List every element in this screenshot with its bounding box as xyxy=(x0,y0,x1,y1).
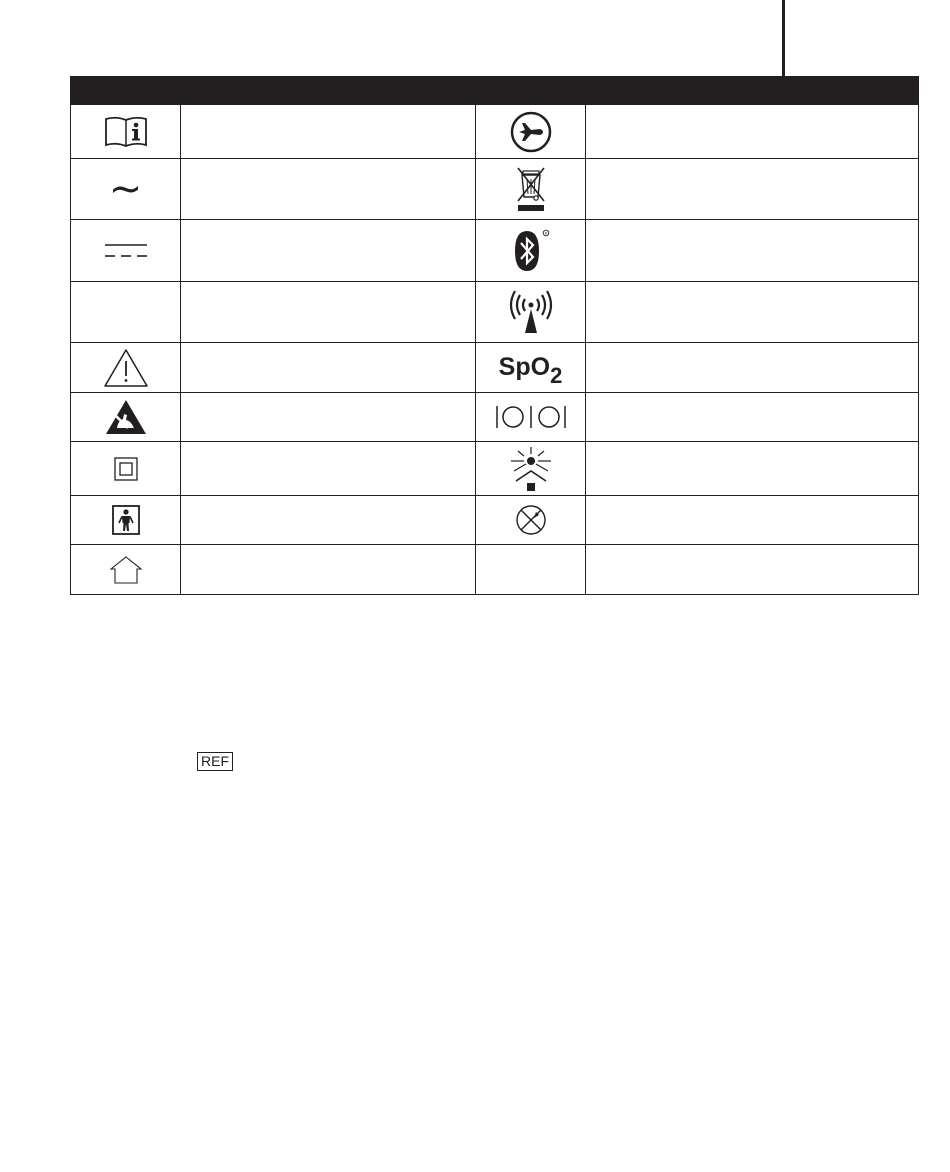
symbol-cell xyxy=(476,442,586,496)
no-repair-service-icon xyxy=(514,503,548,537)
instructions-manual-icon xyxy=(103,115,149,149)
header-cell xyxy=(476,77,586,105)
class-ii-equipment-icon xyxy=(113,456,139,482)
symbol-description xyxy=(181,393,476,442)
alternating-current-icon: ~ xyxy=(108,166,143,212)
symbol-cell xyxy=(71,343,181,393)
symbol-cell xyxy=(476,545,586,595)
symbol-description xyxy=(586,105,919,159)
symbol-description xyxy=(586,159,919,220)
symbol-description xyxy=(181,159,476,220)
table-row xyxy=(71,442,919,496)
symbol-description xyxy=(586,282,919,343)
table-row xyxy=(71,159,919,220)
symbol-cell xyxy=(476,220,586,282)
direct-current-icon xyxy=(103,241,149,261)
symbol-cell xyxy=(476,105,586,159)
symbol-description xyxy=(181,220,476,282)
table-row xyxy=(71,343,919,393)
symbol-cell xyxy=(476,393,586,442)
airplane-prohibited-icon xyxy=(509,110,553,154)
symbol-cell xyxy=(71,282,181,343)
header-cell xyxy=(181,77,476,105)
table-row xyxy=(71,220,919,282)
ref-symbol: REF xyxy=(197,752,233,771)
table-header xyxy=(71,77,919,105)
symbol-cell xyxy=(476,496,586,545)
non-ionizing-radiation-icon xyxy=(506,288,556,336)
spo2-label: SpO xyxy=(498,353,551,381)
symbols-table xyxy=(70,76,919,595)
weee-disposal-icon xyxy=(514,165,548,213)
keep-away-from-sunlight-icon xyxy=(506,445,556,493)
symbol-description xyxy=(181,545,476,595)
symbol-cell xyxy=(71,545,181,595)
symbol-description xyxy=(586,393,919,442)
symbol-cell xyxy=(71,442,181,496)
table-row xyxy=(71,105,919,159)
symbol-description xyxy=(586,545,919,595)
bluetooth-icon xyxy=(509,227,553,275)
symbol-cell xyxy=(71,393,181,442)
header-cell xyxy=(586,77,919,105)
symbol-cell xyxy=(71,105,181,159)
symbol-description xyxy=(181,282,476,343)
symbol-cell xyxy=(476,343,586,393)
type-bf-applied-part-icon xyxy=(111,504,141,536)
symbol-cell xyxy=(476,159,586,220)
symbol-description xyxy=(586,343,919,393)
symbol-description xyxy=(181,496,476,545)
table-row xyxy=(71,282,919,343)
pressure-cuff-icon xyxy=(495,403,567,431)
symbol-cell xyxy=(71,159,181,220)
spo2-subscript: 2 xyxy=(550,363,563,388)
svg-text:R: R xyxy=(544,230,547,236)
symbol-description xyxy=(181,105,476,159)
symbol-cell xyxy=(71,220,181,282)
symbol-description xyxy=(181,442,476,496)
symbol-cell xyxy=(71,496,181,545)
esd-sensitive-icon xyxy=(104,397,148,437)
symbol-description xyxy=(586,442,919,496)
header-cell xyxy=(71,77,181,105)
symbol-cell xyxy=(476,282,586,343)
table-row xyxy=(71,545,919,595)
symbol-description xyxy=(586,496,919,545)
warning-triangle-icon xyxy=(102,347,150,389)
table-row xyxy=(71,496,919,545)
symbol-description xyxy=(586,220,919,282)
home-use-icon xyxy=(109,555,143,585)
symbol-description xyxy=(181,343,476,393)
spo2-icon xyxy=(498,353,563,388)
table-row xyxy=(71,393,919,442)
